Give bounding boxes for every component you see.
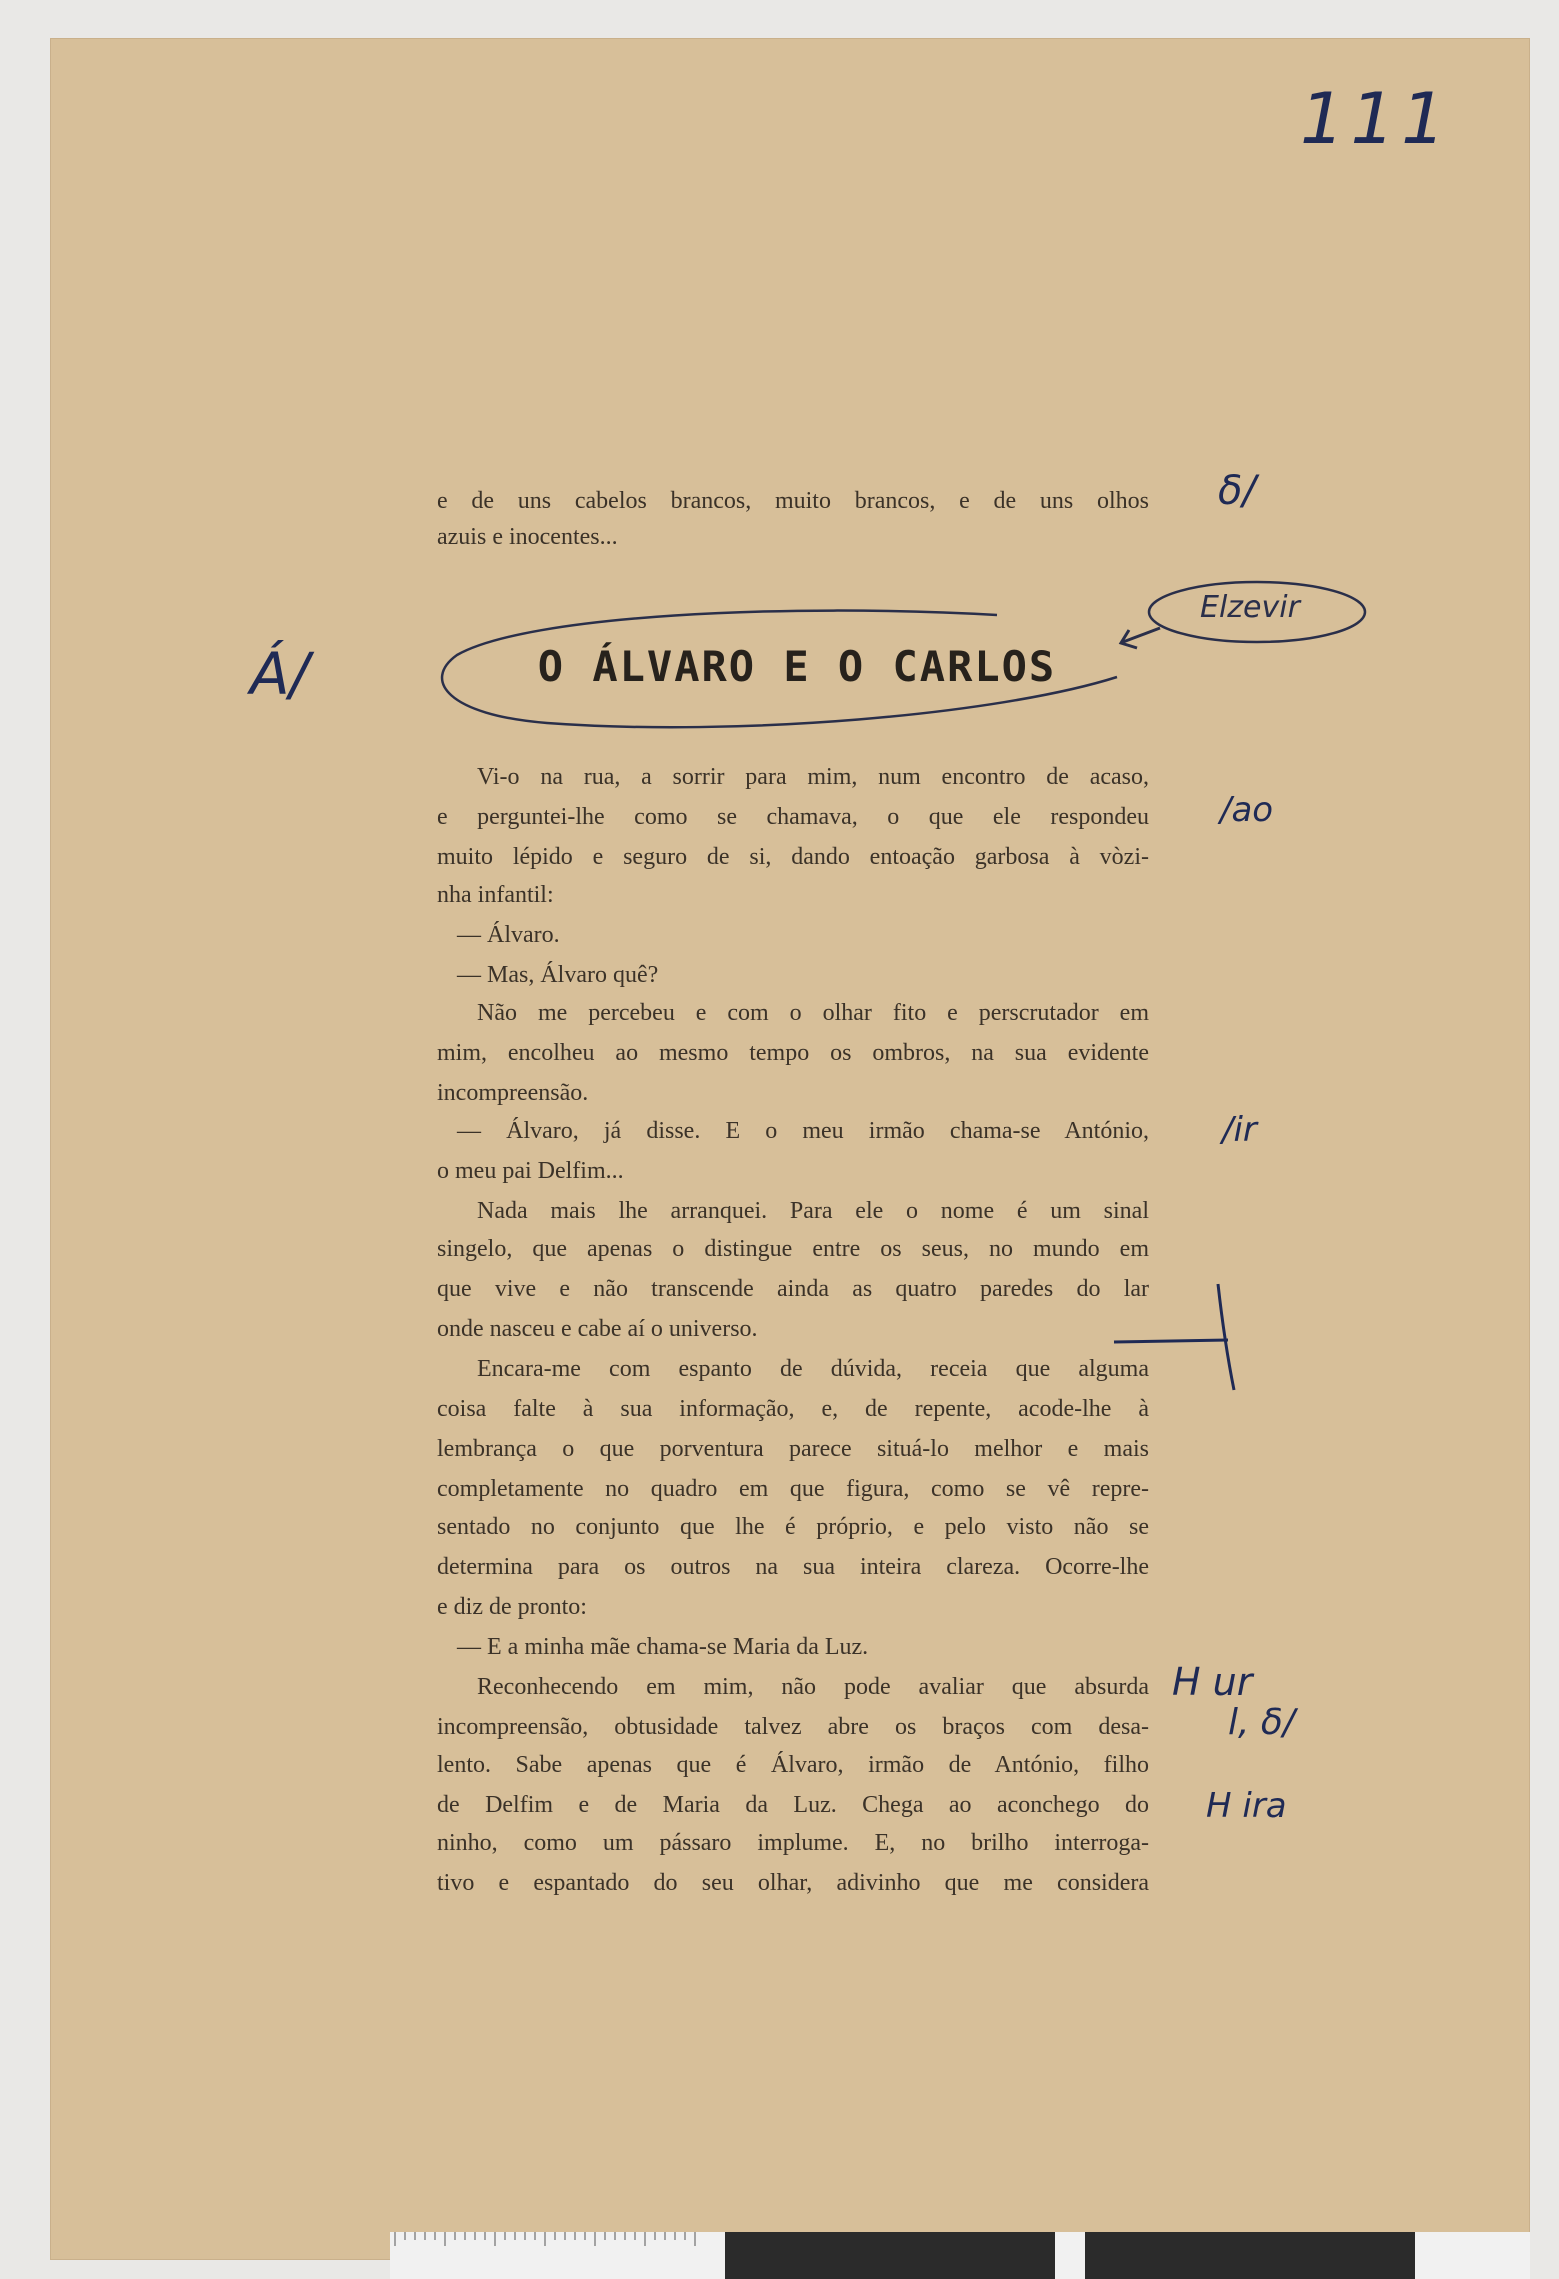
text-line: e de uns cabelos brancos, muito brancos, e de uns olhos xyxy=(437,488,1149,514)
text-line: mim, encolheu ao mesmo tempo os ombros, na sua evidente xyxy=(437,1040,1149,1066)
text-line: Encara-me com espanto de dúvida, receia que alguma xyxy=(477,1356,1149,1382)
text-line: onde nasceu e cabe aí o universo. xyxy=(437,1316,758,1342)
text-line: determina para os outros na sua inteira clareza. Ocorre-lhe xyxy=(437,1554,1149,1580)
bracket-mark-icon xyxy=(1110,1280,1250,1400)
text-line: e perguntei-lhe como se chamava, o que ele respondeu xyxy=(437,804,1149,830)
text-line: Reconhecendo em mim, não pode avaliar que absurda xyxy=(477,1674,1149,1700)
text-line: Nada mais lhe arranquei. Para ele o nome é um sinal xyxy=(477,1198,1149,1224)
text-line: tivo e espantado do seu olhar, adivinho que me considera xyxy=(437,1870,1149,1896)
chapter-title: O ÁLVARO E O CARLOS xyxy=(537,642,1057,691)
title-region xyxy=(437,605,1157,735)
margin-annotation: H ur xyxy=(1172,1660,1253,1704)
text-line: sentado no conjunto que lhe é próprio, e pelo visto não se xyxy=(437,1514,1149,1540)
margin-annotation: /ao xyxy=(1220,790,1274,830)
text-line: de Delfim e de Maria da Luz. Chega ao aconchego do xyxy=(437,1792,1149,1818)
text-line: lembrança o que porventura parece situá-lo melhor e mais xyxy=(437,1436,1149,1462)
text-line: Vi-o na rua, a sorrir para mim, num encontro de acaso, xyxy=(477,764,1149,790)
text-line: — Álvaro. xyxy=(457,922,560,948)
text-line: e diz de pronto: xyxy=(437,1594,587,1620)
text-line: que vive e não transcende ainda as quatro paredes do lar xyxy=(437,1276,1149,1302)
margin-annotation: l, δ/ xyxy=(1228,1702,1296,1743)
text-line: coisa falte à sua informação, e, de repente, acode-lhe à xyxy=(437,1396,1149,1422)
scale-ruler xyxy=(390,2232,1530,2279)
text-line: incompreensão, obtusidade talvez abre os braços com desa- xyxy=(437,1714,1149,1740)
text-line: singelo, que apenas o distingue entre os seus, no mundo em xyxy=(437,1236,1149,1262)
text-line: — E a minha mãe chama-se Maria da Luz. xyxy=(457,1634,869,1660)
typeface-annotation: Elzevir xyxy=(1200,590,1300,625)
text-line: — Álvaro, já disse. E o meu irmão chama-se António, xyxy=(457,1118,1149,1144)
text-line: lento. Sabe apenas que é Álvaro, irmão de António, filho xyxy=(437,1752,1149,1778)
paper-sheet xyxy=(50,38,1530,2260)
margin-annotation-accent: Á/ xyxy=(250,640,310,708)
text-line: azuis e inocentes... xyxy=(437,524,618,550)
margin-annotation: H ira xyxy=(1206,1786,1287,1826)
text-line: o meu pai Delfim... xyxy=(437,1158,624,1184)
text-line: ninho, como um pássaro implume. E, no brilho interroga- xyxy=(437,1830,1149,1856)
text-line: incompreensão. xyxy=(437,1080,589,1106)
text-line: muito lépido e seguro de si, dando entoação garbosa à vòzi- xyxy=(437,844,1149,870)
handwritten-page-number: 111 xyxy=(1300,78,1452,160)
margin-annotation: /ir xyxy=(1222,1110,1257,1150)
text-line: — Mas, Álvaro quê? xyxy=(457,962,659,988)
text-line: completamente no quadro em que figura, como se vê repre- xyxy=(437,1476,1149,1502)
margin-annotation: δ/ xyxy=(1218,468,1256,514)
text-line: Não me percebeu e com o olhar fito e perscrutador em xyxy=(477,1000,1149,1026)
text-line: nha infantil: xyxy=(437,882,554,908)
